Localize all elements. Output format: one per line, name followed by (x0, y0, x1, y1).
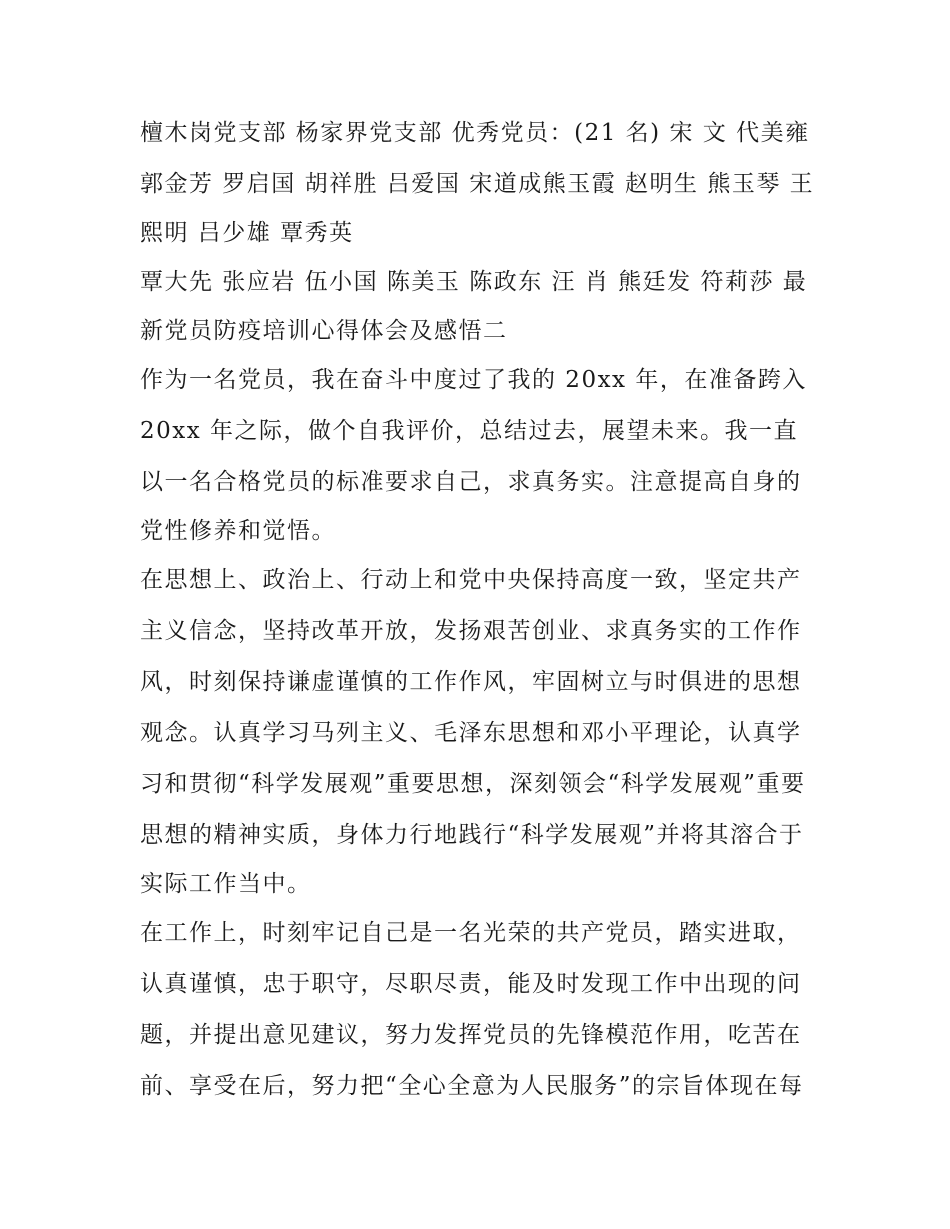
text-line: 覃大先 张应岩 伍小国 陈美玉 陈政东 汪 肖 熊廷发 符莉莎 最 (140, 269, 808, 295)
text-line: 熙明 吕少雄 覃秀英 (140, 220, 354, 246)
text-line: 前、享受在后，努力把“全心全意为人民服务”的宗旨体现在每 (140, 1073, 804, 1099)
text-line: 认真谨慎，忠于职守，尽职尽责，能及时发现工作中出现的问 (140, 971, 802, 997)
text-line: 新党员防疫培训心得体会及感悟二 (140, 318, 508, 344)
text-line: 20xx 年之际，做个自我评价，总结过去，展望未来。我一直 (140, 418, 799, 444)
text-line: 题，并提出意见建议，努力发挥党员的先锋模范作用，吃苦在 (140, 1022, 802, 1048)
text-line: 以一名合格党员的标准要求自己，求真务实。注意提高自身的 (140, 469, 802, 495)
document-page (140, 108, 820, 1112)
text-line: 主义信念，坚持改革开放，发扬艰苦创业、求真务实的工作作 (140, 618, 802, 644)
text-line: 思想的精神实质，身体力行地践行“科学发展观”并将其溶合于 (140, 822, 804, 848)
text-line: 党性修养和觉悟。 (140, 518, 336, 544)
text-line: 风，时刻保持谦虚谨慎的工作作风，牢固树立与时俱进的思想 (140, 669, 802, 695)
text-line: 在思想上、政治上、行动上和党中央保持高度一致，坚定共产 (140, 567, 802, 593)
text-line: 作为一名党员，我在奋斗中度过了我的 20xx 年，在准备跨入 (140, 367, 807, 393)
text-line: 郭金芳 罗启国 胡祥胜 吕爱国 宋道成熊玉霞 赵明生 熊玉琴 王 (140, 171, 815, 197)
text-line: 观念。认真学习马列主义、毛泽东思想和邓小平理论，认真学 (140, 720, 802, 746)
text-line: 实际工作当中。 (140, 871, 312, 897)
text-line: 习和贯彻“科学发展观”重要思想，深刻领会“科学发展观”重要 (140, 771, 806, 797)
text-line: 在工作上，时刻牢记自己是一名光荣的共产党员，踏实进取， (140, 920, 802, 946)
text-line: 檀木岗党支部 杨家界党支部 优秀党员：(21 名) 宋 文 代美雍 (140, 120, 810, 146)
